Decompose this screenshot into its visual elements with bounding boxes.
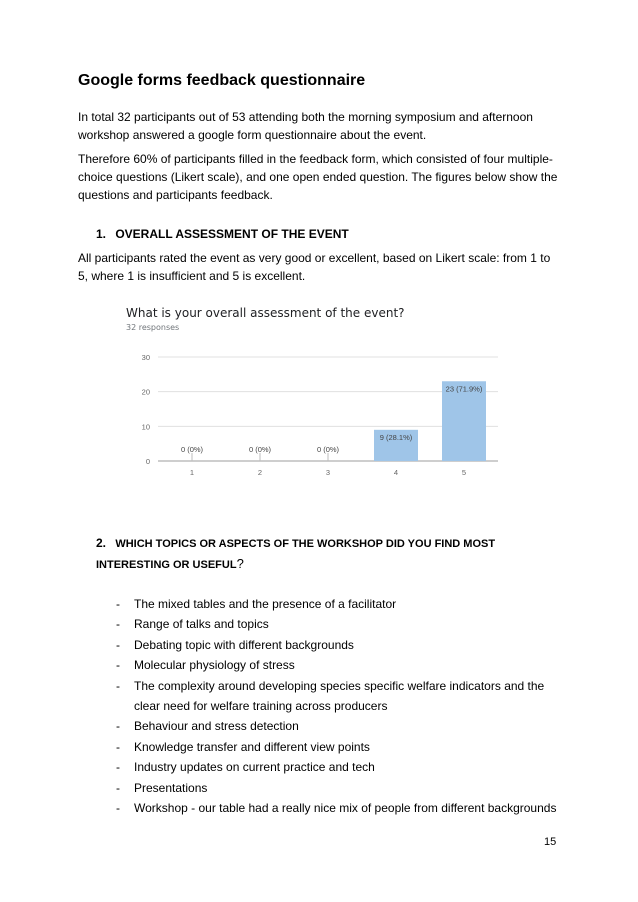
- list-item-text: Industry updates on current practice and tech: [134, 760, 375, 775]
- section-2-heading: [96, 534, 536, 575]
- page-heading: Google forms feedback questionnaire: [78, 72, 366, 89]
- intro-paragraph-1: In total 32 participants out of 53 attending both the morning symposium and afternoon workshop answered a google form questionnaire about the event.: [78, 110, 533, 142]
- section-2-question-mark: ?: [236, 556, 244, 571]
- chart-title: What is your overall assessment of the event?: [126, 306, 405, 320]
- list-item: [112, 594, 562, 614]
- list-item-text: Behaviour and stress detection: [134, 719, 299, 734]
- x-tick-label: 5: [461, 468, 467, 477]
- bullet-dash: -: [116, 617, 120, 632]
- data-label: 23 (71.9%): [445, 384, 483, 394]
- list-item: [112, 757, 562, 777]
- list-item-text: Molecular physiology of stress: [134, 658, 295, 673]
- list-item: [112, 778, 562, 798]
- x-tick-label: 2: [257, 468, 263, 477]
- list-item: [112, 614, 562, 634]
- list-item: [112, 716, 562, 736]
- section-2-title: WHICH TOPICS OR ASPECTS OF THE WORKSHOP DID YOU FIND MOST INTERESTING OR USEFUL: [96, 538, 496, 571]
- list-item: [112, 676, 562, 717]
- y-tick-label: 10: [141, 422, 150, 432]
- list-item-text: The complexity around developing species specific welfare indicators and the clear need for welfare training across producers: [134, 678, 545, 714]
- section-1-number: 1.: [96, 227, 107, 241]
- y-tick-label: 30: [141, 353, 150, 362]
- bullet-dash: -: [116, 719, 120, 734]
- list-item-text: The mixed tables and the presence of a facilitator: [134, 597, 397, 611]
- list-item: [112, 655, 562, 675]
- y-tick-label: 20: [141, 387, 150, 397]
- bullet-dash: -: [116, 739, 120, 754]
- section-1-heading: [96, 227, 349, 241]
- page-number: 15: [544, 836, 557, 848]
- data-label: 9 (28.1%): [379, 432, 413, 442]
- data-label: 0 (0%): [316, 445, 340, 454]
- assessment-chart: [118, 302, 518, 492]
- bullet-dash: -: [116, 760, 120, 775]
- x-tick-label: 3: [325, 468, 331, 477]
- data-label: 0 (0%): [248, 445, 272, 454]
- intro-paragraph-2: Therefore 60% of participants filled in the feedback form, which consisted of four multiple-choice questions (Likert scale), and one open ended question. The figures below show the questions and participants feedback.: [78, 152, 558, 202]
- list-item-text: Presentations: [134, 780, 208, 795]
- bullet-dash: -: [116, 597, 120, 611]
- bullet-dash: -: [116, 637, 120, 652]
- bullet-dash: -: [116, 780, 120, 795]
- x-tick-label: 4: [393, 468, 399, 477]
- list-item: [112, 737, 562, 757]
- section-1-text: All participants rated the event as very good or excellent, based on Likert scale: from 1 to 5, where 1 is insufficient and 5 is excellent.: [78, 251, 551, 283]
- list-item-text: Workshop - our table had a really nice mix of people from different backgrounds: [134, 801, 557, 816]
- bullet-dash: -: [116, 801, 120, 816]
- list-item: [112, 798, 562, 818]
- list-item-text: Knowledge transfer and different view points: [134, 739, 370, 754]
- list-item: [112, 635, 562, 655]
- section-1-title: OVERALL ASSESSMENT OF THE EVENT: [115, 227, 349, 241]
- data-label: 0 (0%): [180, 445, 204, 454]
- chart-subtitle: 32 responses: [126, 323, 180, 332]
- y-tick-label: 0: [145, 457, 150, 466]
- bullet-dash: -: [116, 678, 120, 693]
- x-tick-label: 1: [189, 468, 195, 477]
- bullet-dash: -: [116, 658, 120, 673]
- list-item-text: Debating topic with different backgrounds: [134, 637, 354, 652]
- section-2-number: 2.: [96, 536, 107, 550]
- list-item-text: Range of talks and topics: [134, 617, 269, 632]
- feedback-list: [112, 594, 562, 818]
- bar-chart-svg: [118, 302, 518, 492]
